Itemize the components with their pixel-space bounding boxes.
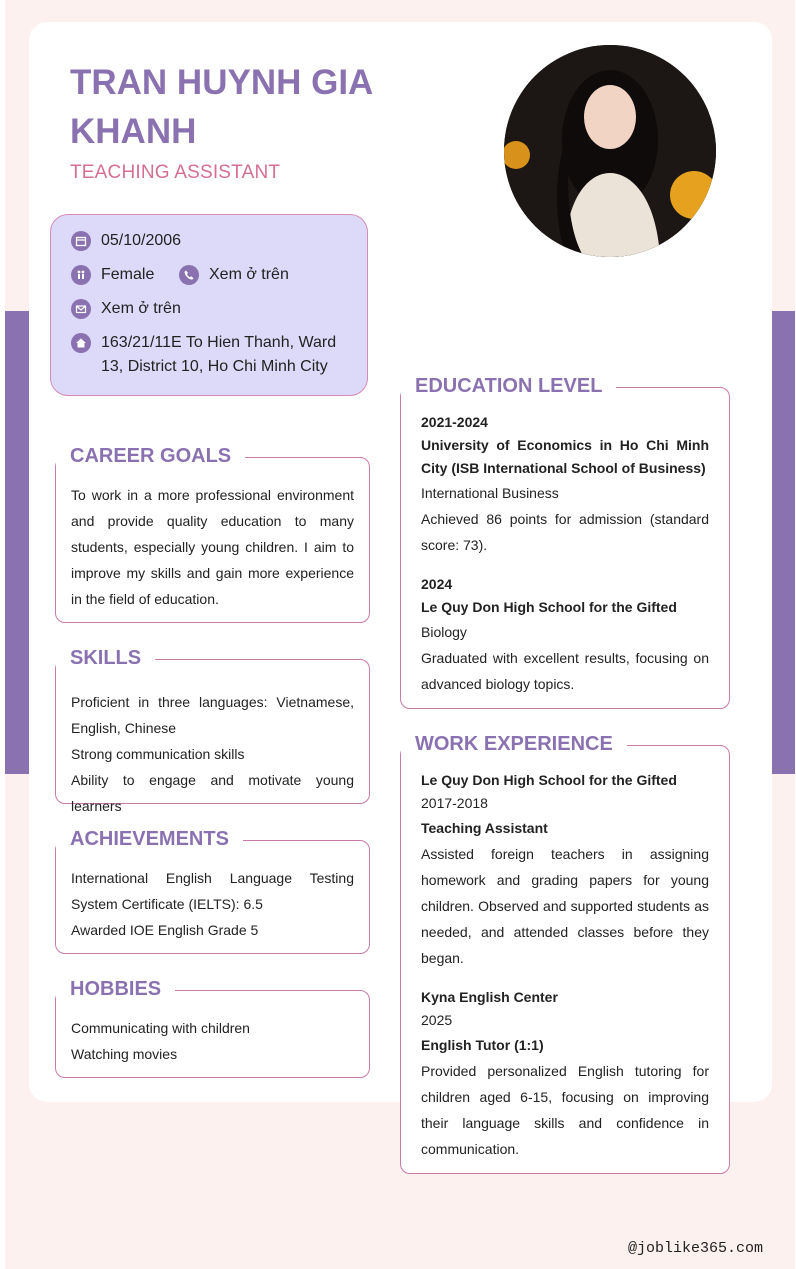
job-title: TEACHING ASSISTANT (70, 162, 281, 183)
email-text[interactable]: Xem ở trên (101, 300, 181, 317)
career-goals-text: To work in a more professional environment and provide quality education to many students, especially young children. I aim to improve my skills and gain more experience in the field of education. (71, 487, 354, 607)
education-detail: Achieved 86 points for admission (standard score: 73). (421, 511, 709, 553)
skill-item: Ability to engage and motivate young learners (71, 772, 354, 814)
work-entry (421, 986, 709, 1162)
achievement-item: Awarded IOE English Grade 5 (71, 922, 259, 938)
skill-item: Proficient in three languages: Vietnamese, English, Chinese (71, 694, 354, 736)
candidate-name: TRAN HUYNH GIA KHANH (70, 63, 373, 151)
gender-text: Female (101, 266, 155, 283)
birthdate-text: 05/10/2006 (101, 232, 182, 249)
education-school: University of Economics in Ho Chi Minh City (ISB International School of Business) (421, 437, 709, 476)
achievements-list (71, 865, 354, 943)
education-years: 2024 (421, 576, 453, 592)
hobby-item: Communicating with children (71, 1020, 250, 1036)
phone-text[interactable]: Xem ở trên (209, 266, 289, 283)
hobby-item: Watching movies (71, 1046, 178, 1062)
work-experience-heading: WORK EXPERIENCE (401, 732, 627, 756)
watermark-text: @joblike365.com (628, 1240, 764, 1257)
work-detail: Assisted foreign teachers in assigning homework and grading papers for young children. Observed and supported students as needed, and attended classes before they began. (421, 846, 709, 966)
work-years: 2017-2018 (421, 795, 488, 811)
work-years: 2025 (421, 1012, 453, 1028)
home-icon (71, 333, 91, 353)
work-organization: Kyna English Center (421, 989, 558, 1005)
career-goals-heading: CAREER GOALS (56, 444, 245, 468)
calendar-icon (71, 231, 91, 251)
education-major: International Business (421, 485, 559, 501)
skills-list (71, 689, 354, 819)
hobbies-heading: HOBBIES (56, 977, 175, 1001)
education-entry (421, 411, 709, 558)
skills-heading: SKILLS (56, 646, 155, 670)
left-accent-band (5, 311, 29, 774)
education-heading: EDUCATION LEVEL (401, 374, 616, 398)
phone-icon (179, 265, 199, 285)
work-role: Teaching Assistant (421, 820, 548, 836)
work-role: English Tutor (1:1) (421, 1037, 544, 1053)
education-entry (421, 573, 709, 697)
work-entry (421, 769, 709, 971)
profile-photo (504, 45, 716, 257)
hobbies-list (71, 1015, 354, 1067)
education-major: Biology (421, 624, 467, 640)
education-school: Le Quy Don High School for the Gifted (421, 599, 677, 615)
skill-item: Strong communication skills (71, 746, 245, 762)
achievements-heading: ACHIEVEMENTS (56, 827, 243, 851)
work-organization: Le Quy Don High School for the Gifted (421, 772, 677, 788)
education-years: 2021-2024 (421, 414, 488, 430)
achievement-item: International English Language Testing System Certificate (IELTS): 6.5 (71, 870, 354, 912)
education-detail: Graduated with excellent results, focusing on advanced biology topics. (421, 650, 709, 692)
address-text: 163/21/11E To Hien Thanh, Ward 13, District 10, Ho Chi Minh City (101, 334, 337, 375)
gender-icon (71, 265, 91, 285)
work-detail: Provided personalized English tutoring for children aged 6-15, focusing on improving their language skills and confidence in communication. (421, 1063, 709, 1157)
mail-icon (71, 299, 91, 319)
right-accent-band (772, 311, 795, 774)
